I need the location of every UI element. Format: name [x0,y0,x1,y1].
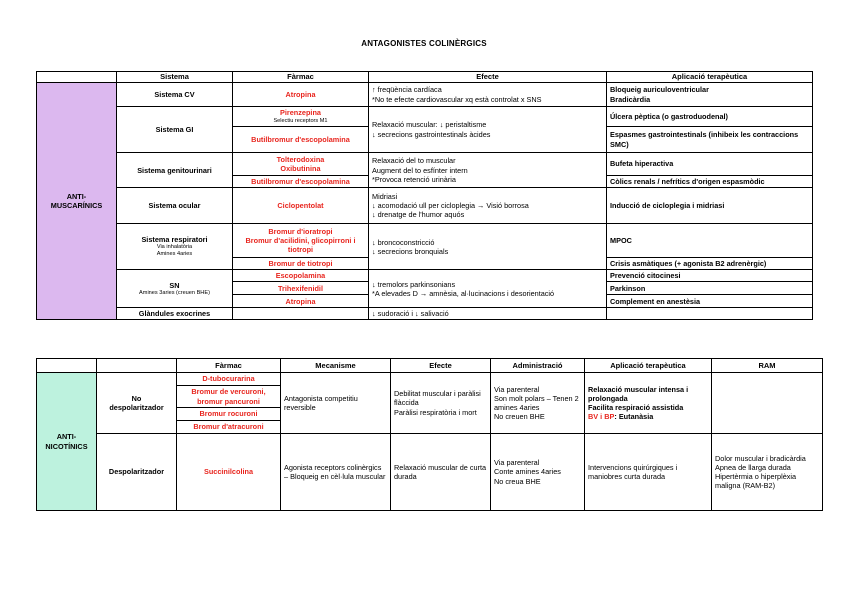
sistema-glandules-exocrines: Glàndules exocrines [117,308,233,320]
farmac-atracuroni: Bromur d'atracuroni [177,421,281,434]
ram-despol: Dolor muscular i bradicàrdia Apnea de llarga durada Hipertèrmia o hiperplèxia maligna (RAM-B2) [712,434,823,511]
farmac-butilbromur-gi: Butilbromur d'escopolamina [233,127,369,153]
farmac-d-tubocurarina: D-tubocurarina [177,373,281,386]
farmac-atropina-cv: Atropina [233,83,369,107]
header-efecte: Efecte [369,72,607,83]
header-aplicacio: Aplicació terapèutica [607,72,813,83]
farmac-tiotropi: Bromur de tiotropi [233,258,369,270]
aplicacio-ocular: Inducció de cicloplegia i midriasi [607,188,813,224]
aplicacio-gi-espasmes: Espasmes gastrointestinals (inhibeix les contraccions SMC) [607,127,813,153]
sistema-sn: SN Amines 3aries (creuen BHE) [117,270,233,308]
efecte-no-despol: Debilitat muscular i paràlisi flàccida Paràlisi respiratòria i mort [391,373,491,434]
efecte-respiratori: ↓ broncoconstricció ↓ secrecions bronquials [369,224,607,270]
sistema-gi: Sistema GI [117,107,233,153]
aplicacio-cv: Bloqueig auriculoventricular Bradicàrdia [607,83,813,107]
efecte-cv: ↑ freqüència cardíaca *No te efecte cardiovascular xq està controlat x SNS [369,83,607,107]
aplicacio-exocrines-empty [607,308,813,320]
despolaritzador-label: Despolaritzador [97,434,177,511]
aplicacio-crisis-asmatiques: Crisis asmàtiques (+ agonista B2 adrenèrgic) [607,258,813,270]
corner-cell-2 [37,359,97,373]
farmac-ciclopentolat: Ciclopentolat [233,188,369,224]
sistema-ocular: Sistema ocular [117,188,233,224]
farmac-ioratropi-acilidini: Bromur d'ioratropi Bromur d'acilidini, glicopirroni i tiotropi [233,224,369,258]
header-mecanisme: Mecanisme [281,359,391,373]
aplicacio-parkinson: Parkinson [607,282,813,295]
header-sistema: Sistema [117,72,233,83]
page-title: ANTAGONISTES COLINÈRGICS [361,39,487,48]
anti-muscarinic-table [36,71,813,320]
sistema-cv: Sistema CV [117,83,233,107]
administracio-despol: Via parenteral Conte amines 4aries No creua BHE [491,434,585,511]
efecte-genitourinari: Relaxació del to muscular Augment del to esfínter intern *Provoca retenció urinària [369,153,607,188]
efecte-gi: Relaxació muscular: ↓ peristaltisme ↓ secrecions gastrointestinals àcides [369,107,607,153]
header-farmac: Fàrmac [233,72,369,83]
farmac-pirenzepina: Pirenzepina Selectiu receptors M1 [233,107,369,127]
farmac-butilbromur-genito: Butilbromur d'escopolamina [233,176,369,188]
efecte-exocrines: ↓ sudoració i ↓ salivació [369,308,607,320]
efecte-despol: Relaxació muscular de curta durada [391,434,491,511]
sistema-respiratori: Sistema respiratori Via inhalatòria Amines 4aries [117,224,233,270]
header-ram: RAM [712,359,823,373]
farmac-exocrines-empty [233,308,369,320]
mecanisme-no-despol: Antagonista competitiu reversible [281,373,391,434]
no-despolaritzador-label: No despolaritzador [97,373,177,434]
header-farmac-2: Fàrmac [177,359,281,373]
aplicacio-mpoc: MPOC [607,224,813,258]
aplicacio-despol: Intervencions quirúrgiques i maniobres curta durada [585,434,712,511]
corner-cell [37,72,117,83]
corner-cell-3 [97,359,177,373]
aplicacio-bufeta: Bufeta hiperactiva [607,153,813,176]
aplicacio-gi-ulcera: Úlcera pèptica (o gastroduodenal) [607,107,813,127]
efecte-sn: ↓ tremolors parkinsonians *A elevades D → amnèsia, al·lucinacions i desorientació [369,270,607,308]
group-anti-nicotinics: ANTI-NICOTÍNICS [37,373,97,511]
ram-no-despol-empty [712,373,823,434]
sistema-genitourinari: Sistema genitourinari [117,153,233,188]
mecanisme-despol: Agonista receptors colinèrgics – Bloqueig en cèl·lula muscular [281,434,391,511]
aplicacio-citocinesi: Prevenció citocinesi [607,270,813,282]
header-efecte-2: Efecte [391,359,491,373]
group-anti-muscarinics: ANTI-MUSCARÍNICS [37,83,117,320]
header-administracio: Administració [491,359,585,373]
aplicacio-anestesia: Complement en anestèsia [607,295,813,308]
aplicacio-no-despol: Relaxació muscular intensa i prolongada Facilita respiració assistida BV i BP: Eutanàsia [585,373,712,434]
farmac-tolterodoxina-oxibutinina: Tolterodoxina Oxibutinina [233,153,369,176]
farmac-atropina-sn: Atropina [233,295,369,308]
farmac-vercuroni-pancuroni: Bromur de vercuroni, bromur pancuroni [177,386,281,408]
farmac-trihexifenidil: Trihexifenidil [233,282,369,295]
farmac-succinilcolina: Succinilcolina [177,434,281,511]
administracio-no-despol: Via parenteral Son molt polars – Tenen 2 amines 4aries No creuen BHE [491,373,585,434]
header-aplicacio-2: Aplicació terapèutica [585,359,712,373]
anti-nicotinic-table [36,358,823,511]
efecte-ocular: Midriasi ↓ acomodació ull per cicloplegia → Visió borrosa ↓ drenatge de l'humor aquós [369,188,607,224]
aplicacio-colics: Còlics renals / nefrítics d'origen espasmòdic [607,176,813,188]
farmac-rocuroni: Bromur rocuroni [177,408,281,421]
farmac-escopolamina: Escopolamina [233,270,369,282]
